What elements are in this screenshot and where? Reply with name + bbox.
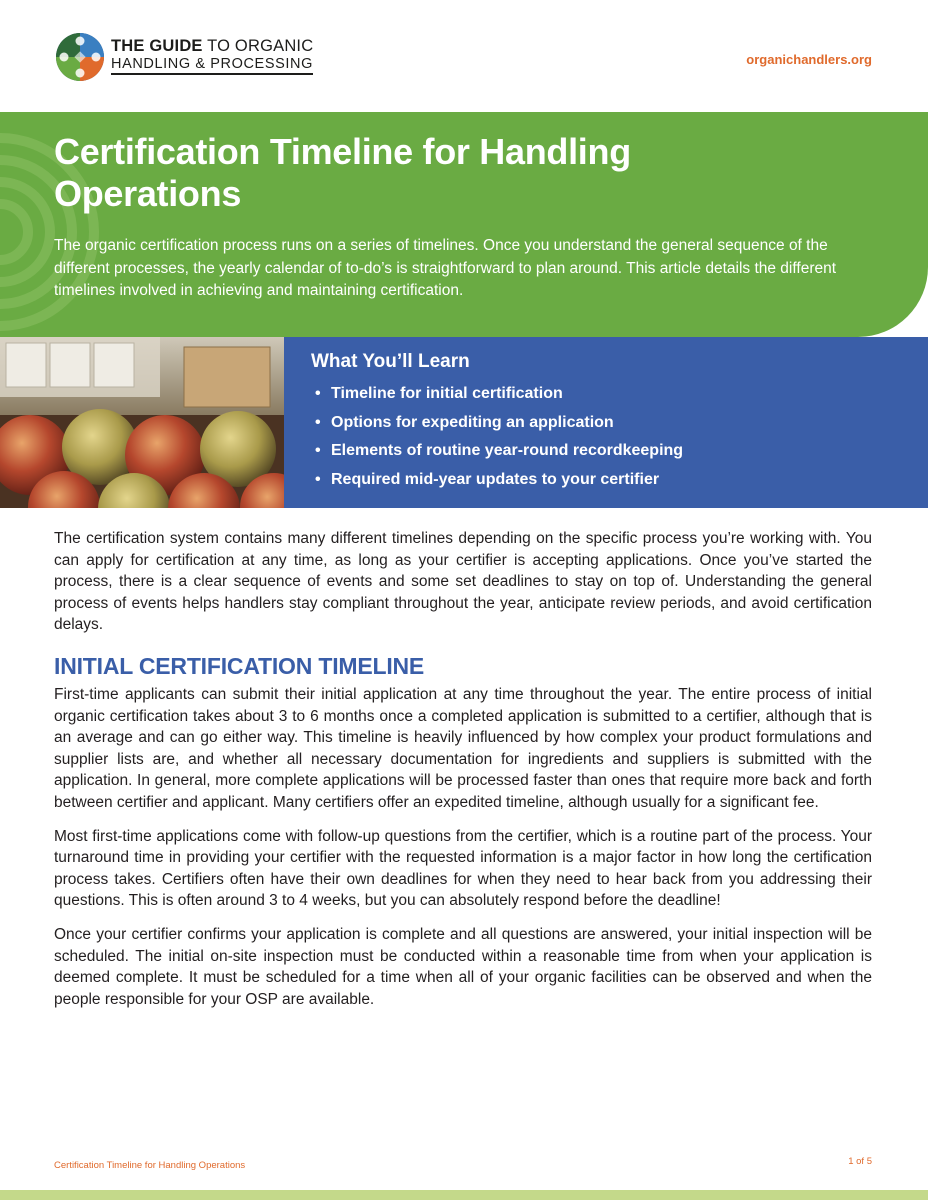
body-paragraph: Most first-time applications come with follow-up questions from the certifier, which is a routine part of the process. Your turnaround time in providing your certifier with the requested information is a major factor in how long the certification process takes. Certifiers often have their own deadlines for when they need to hear back from you addressing their questions. This is often around 3 to 4 weeks, but you can absolutely respond before the deadline! <box>54 827 872 910</box>
footer-bar <box>0 1190 928 1200</box>
logo-icon <box>55 32 105 82</box>
learn-box <box>284 337 928 508</box>
footer-title: Certification Timeline for Handling Operations <box>54 1160 246 1171</box>
logo-line-2: HANDLING & PROCESSING <box>111 56 313 75</box>
bullet-icon: • <box>315 471 321 489</box>
bullet-icon: • <box>315 385 321 402</box>
title-banner <box>0 112 928 337</box>
page-header <box>0 0 928 112</box>
apples-photo <box>0 337 284 508</box>
learn-item: • Options for expediting an application <box>315 409 683 438</box>
bullet-icon: • <box>315 442 321 460</box>
site-url-link[interactable]: organichandlers.org <box>746 52 872 67</box>
logo-wordmark <box>111 37 336 75</box>
body-paragraph: First-time applicants can submit their initial application at any time throughout the year. The entire process of initial organic certification takes about 3 to 6 months once a completed application is submitted to a certifier, although that is an average and can go either way. This timeline is heavily influenced by how complex your product formulations and supplier lists are, and whether all necessary documentation for ingredients and suppliers is submitted with the application. In general, more complete applications will be processed faster than ones that require more back and forth between certifier and applicant. Many certifiers offer an expedited timeline, although usually for a significant fee. <box>54 685 872 811</box>
learn-list <box>315 380 683 495</box>
learn-item: • Required mid-year updates to your certifier <box>315 466 683 495</box>
learn-item: • Timeline for initial certification <box>315 380 683 409</box>
article-body <box>54 528 872 1010</box>
learn-heading: What You’ll Learn <box>311 351 470 372</box>
intro-text: The organic certification process runs on a series of timelines. Once you understand the general sequence of the different processes, the yearly calendar of to-do’s is straightforward to plan around. This article details the different timelines involved in achieving and maintaining certification. <box>54 237 837 299</box>
logo-line-1: THE GUIDE TO ORGANIC <box>111 37 314 55</box>
intro-paragraph: The certification system contains many different timelines depending on the specific process you’re working with. You can apply for certification at any time, as long as your certifier is accepting applications. Once you’ve started the process, there is a clear sequence of events and some set deadlines to stay on top of. Understanding the general process of events helps handlers stay compliant throughout the year, anticipate review periods, and avoid certification delays. <box>54 530 872 634</box>
bullet-icon: • <box>315 413 321 431</box>
page-title: Certification Timeline for Handling Operations <box>54 131 631 214</box>
section-heading: INITIAL CERTIFICATION TIMELINE <box>54 652 425 679</box>
learn-item: • Elements of routine year-round recordkeeping <box>315 437 683 466</box>
body-paragraph: Once your certifier confirms your application is complete and all questions are answered, your initial inspection will be scheduled. The initial on-site inspection must be conducted within a reasonable time from when your application is deemed complete. It must be scheduled for a time when all of your organic facilities can be observed and when the people responsible for your OSP are available. <box>54 925 872 1008</box>
apples-image-icon <box>0 337 284 508</box>
page-number: 1 of 5 <box>848 1156 872 1167</box>
